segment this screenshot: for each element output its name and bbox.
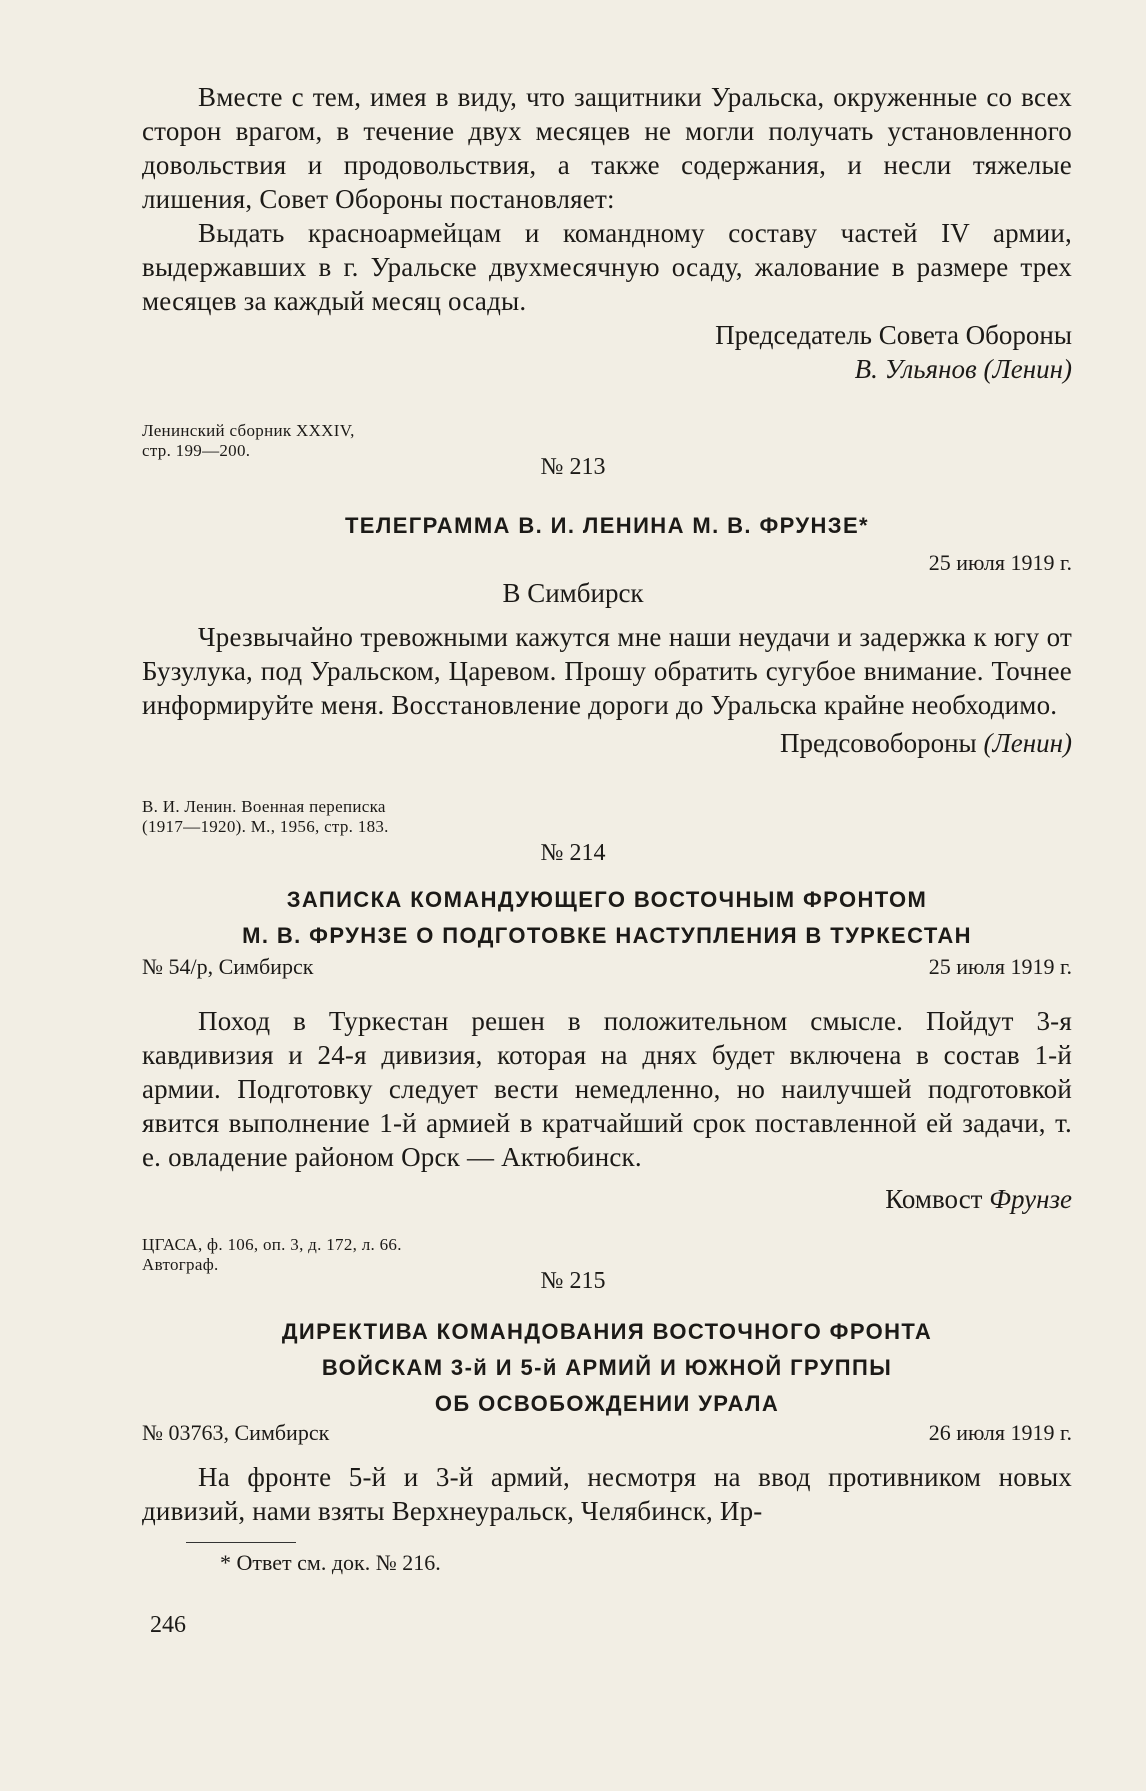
page-number: 246	[150, 1612, 186, 1638]
doc214-source-line1: ЦГАСА, ф. 106, оп. 3, д. 172, л. 66.	[142, 1235, 402, 1254]
doc214-source-line2: Автограф.	[142, 1255, 219, 1274]
doc213-signature	[142, 726, 1072, 760]
doc214-body	[142, 1004, 1072, 1216]
doc214-paragraph: Поход в Туркестан решен в положительном смысле. Пойдут 3-я кавдивизия и 24-я дивизия, которая на днях будет включена в состав 1-й армии. Подготовку следует вести немедленно, но наилучшей подготовкой явится выполнение 1-й армией в кратчайший срок поставленной ей задачи, т. е. овладение районом Орск — Актюбинск.	[142, 1006, 1072, 1172]
doc215-date: 26 июля 1919 г.	[928, 1420, 1072, 1445]
doc212-body	[142, 80, 1072, 386]
doc213-date: 25 июля 1919 г.	[928, 550, 1072, 575]
doc212-paragraph-1: Вместе с тем, имея в виду, что защитники Уральска, окруженные со всех сторон врагом, в течение двух месяцев не могли получать установленного довольствия и продовольствия, а также содержания, и несли тяжелые лишения, Совет Обороны постановляет:	[142, 82, 1072, 214]
doc213-body	[142, 620, 1072, 760]
doc215-title-line1: ДИРЕКТИВА КОМАНДОВАНИЯ ВОСТОЧНОГО ФРОНТА	[281, 1319, 933, 1344]
doc213-source-line1: В. И. Ленин. Военная переписка	[142, 797, 386, 816]
doc213-source-line2: (1917—1920). М., 1956, стр. 183.	[142, 817, 389, 836]
doc213-number: № 213	[540, 454, 606, 480]
doc215-body	[142, 1460, 1072, 1528]
doc214-signature	[142, 1182, 1072, 1216]
doc214-ref: № 54/р, Симбирск	[142, 954, 314, 979]
footnote-divider	[186, 1542, 296, 1543]
doc212-signature-title: Председатель Совета Обороны	[715, 320, 1072, 350]
doc214-title	[142, 882, 1072, 954]
doc214-date: 25 июля 1919 г.	[928, 954, 1072, 979]
doc215-title-line2: ВОЙСКАМ 3-й И 5-й АРМИЙ И ЮЖНОЙ ГРУППЫ	[321, 1355, 893, 1380]
doc215-title-line3: ОБ ОСВОБОЖДЕНИИ УРАЛА	[434, 1391, 780, 1416]
doc212-signature-name: В. Ульянов (Ленин)	[854, 354, 1072, 384]
doc213-addressee: В Симбирск	[502, 578, 644, 608]
doc212-source-line1: Ленинский сборник XXXIV,	[142, 421, 355, 440]
doc213-signature-title: Предсовобороны	[779, 728, 977, 758]
doc214-signature-name: Фрунзе	[989, 1184, 1072, 1214]
doc215-title	[142, 1314, 1072, 1422]
doc214-number: № 214	[540, 840, 606, 866]
doc215-paragraph: На фронте 5-й и 3-й армий, несмотря на ввод противником новых дивизий, нами взяты Верхнеуральск, Челябинск, Ир-	[142, 1462, 1072, 1526]
doc212-source-line2: стр. 199—200.	[142, 441, 251, 460]
footnote: * Ответ см. док. № 216.	[220, 1550, 441, 1575]
doc214-title-line1: ЗАПИСКА КОМАНДУЮЩЕГО ВОСТОЧНЫМ ФРОНТОМ	[286, 887, 928, 912]
doc214-title-line2: М. В. ФРУНЗЕ О ПОДГОТОВКЕ НАСТУПЛЕНИЯ В ТУРКЕСТАН	[242, 923, 972, 948]
doc213-title: ТЕЛЕГРАММА В. И. ЛЕНИНА М. В. ФРУНЗЕ*	[344, 513, 870, 538]
doc212-paragraph-2: Выдать красноармейцам и командному составу частей IV армии, выдержавших в г. Уральске двухмесячную осаду, жалование в размере трех месяцев за каждый месяц осады.	[142, 218, 1072, 316]
doc213-source	[142, 797, 389, 837]
doc213-signature-name: (Ленин)	[983, 728, 1072, 758]
doc214-signature-title: Комвост	[885, 1184, 983, 1214]
doc215-ref: № 03763, Симбирск	[142, 1420, 330, 1445]
doc213-paragraph: Чрезвычайно тревожными кажутся мне наши неудачи и задержка к югу от Бузулука, под Уральском, Царевом. Прошу обратить сугубое внимание. Точнее информируйте меня. Восстановление дороги до Уральска крайне необходимо.	[142, 622, 1072, 720]
doc215-number: № 215	[540, 1268, 606, 1294]
